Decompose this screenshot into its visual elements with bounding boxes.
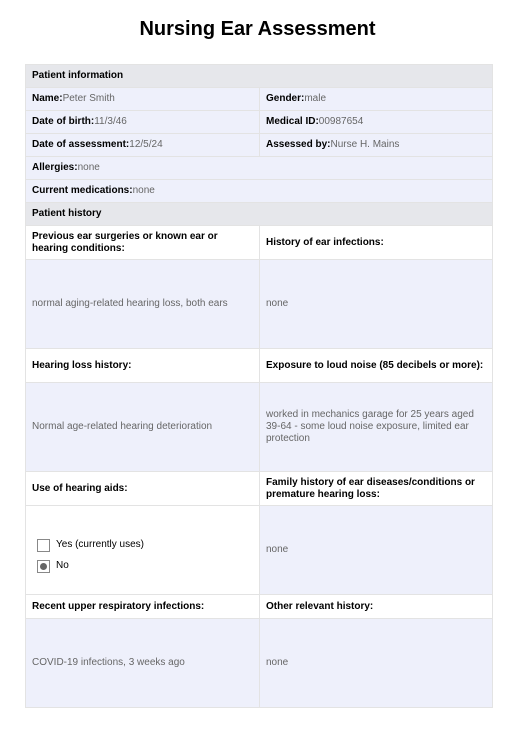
hearing-loss-answer[interactable]: Normal age-related hearing deterioration — [26, 383, 260, 472]
medications-field[interactable] — [26, 180, 493, 203]
other-history-label: Other relevant history: — [260, 595, 493, 619]
ear-infections-label: History of ear infections: — [260, 226, 493, 260]
answer-row-2 — [26, 383, 493, 472]
medications-value: none — [132, 185, 155, 196]
hearing-aids-no-checkbox[interactable] — [37, 560, 50, 573]
patient-history-header-row — [26, 203, 493, 226]
info-row-allergies — [26, 157, 493, 180]
dob-value: 11/3/46 — [94, 116, 127, 127]
loud-noise-answer[interactable]: worked in mechanics garage for 25 years aged 39-64 - some loud noise exposure, limited ear protection — [260, 383, 493, 472]
answer-row-1 — [26, 260, 493, 349]
assessed-by-value: Nurse H. Mains — [330, 139, 400, 150]
respiratory-infections-label: Recent upper respiratory infections: — [26, 595, 260, 619]
gender-field[interactable] — [260, 88, 493, 111]
other-history-answer[interactable]: none — [260, 619, 493, 708]
hearing-aids-yes-checkbox[interactable] — [37, 539, 50, 552]
name-value: Peter Smith — [62, 93, 115, 104]
dob-label: Date of birth: — [32, 116, 95, 127]
selected-dot-icon — [40, 563, 47, 570]
info-row-date-assessed — [26, 134, 493, 157]
date-assessment-label: Date of assessment: — [32, 139, 130, 150]
medications-label: Current medications: — [32, 185, 133, 196]
info-row-name-gender — [26, 88, 493, 111]
gender-value: male — [304, 93, 327, 104]
hearing-aids-yes-option[interactable] — [37, 539, 253, 552]
medical-id-value: 00987654 — [318, 116, 364, 127]
ear-surgeries-answer[interactable]: normal aging-related hearing loss, both ears — [26, 260, 260, 349]
allergies-value: none — [77, 162, 100, 173]
page-title: Nursing Ear Assessment — [139, 18, 376, 40]
gender-label: Gender: — [266, 93, 305, 104]
allergies-label: Allergies: — [32, 162, 78, 173]
question-row-2 — [26, 349, 493, 383]
name-label: Name: — [32, 93, 63, 104]
medical-id-field[interactable] — [260, 111, 493, 134]
hearing-aids-label: Use of hearing aids: — [26, 472, 260, 506]
family-history-label: Family history of ear diseases/conditions or premature hearing loss: — [260, 472, 493, 506]
hearing-aids-options — [26, 506, 260, 595]
respiratory-infections-answer[interactable]: COVID-19 infections, 3 weeks ago — [26, 619, 260, 708]
patient-info-header-row — [26, 65, 493, 88]
loud-noise-label: Exposure to loud noise (85 decibels or more): — [260, 349, 493, 383]
date-assessment-value: 12/5/24 — [129, 139, 163, 150]
ear-infections-answer[interactable]: none — [260, 260, 493, 349]
assessed-by-label: Assessed by: — [266, 139, 331, 150]
answer-row-3 — [26, 506, 493, 595]
info-row-dob-id — [26, 111, 493, 134]
question-row-3 — [26, 472, 493, 506]
info-row-medications — [26, 180, 493, 203]
hearing-aids-no-option[interactable] — [37, 560, 253, 573]
assessment-form — [25, 64, 493, 708]
dob-field[interactable] — [26, 111, 260, 134]
hearing-aids-no-label: No — [56, 560, 69, 571]
date-assessment-field[interactable] — [26, 134, 260, 157]
section-header-patient-history: Patient history — [26, 203, 493, 226]
hearing-aids-yes-label: Yes (currently uses) — [56, 539, 144, 550]
question-row-1 — [26, 226, 493, 260]
name-field[interactable] — [26, 88, 260, 111]
allergies-field[interactable] — [26, 157, 493, 180]
medical-id-label: Medical ID: — [266, 116, 319, 127]
ear-surgeries-label: Previous ear surgeries or known ear or hearing conditions: — [26, 226, 260, 260]
family-history-answer[interactable]: none — [260, 506, 493, 595]
hearing-loss-label: Hearing loss history: — [26, 349, 260, 383]
question-row-4 — [26, 595, 493, 619]
assessed-by-field[interactable] — [260, 134, 493, 157]
answer-row-4 — [26, 619, 493, 708]
section-header-patient-info: Patient information — [26, 65, 493, 88]
